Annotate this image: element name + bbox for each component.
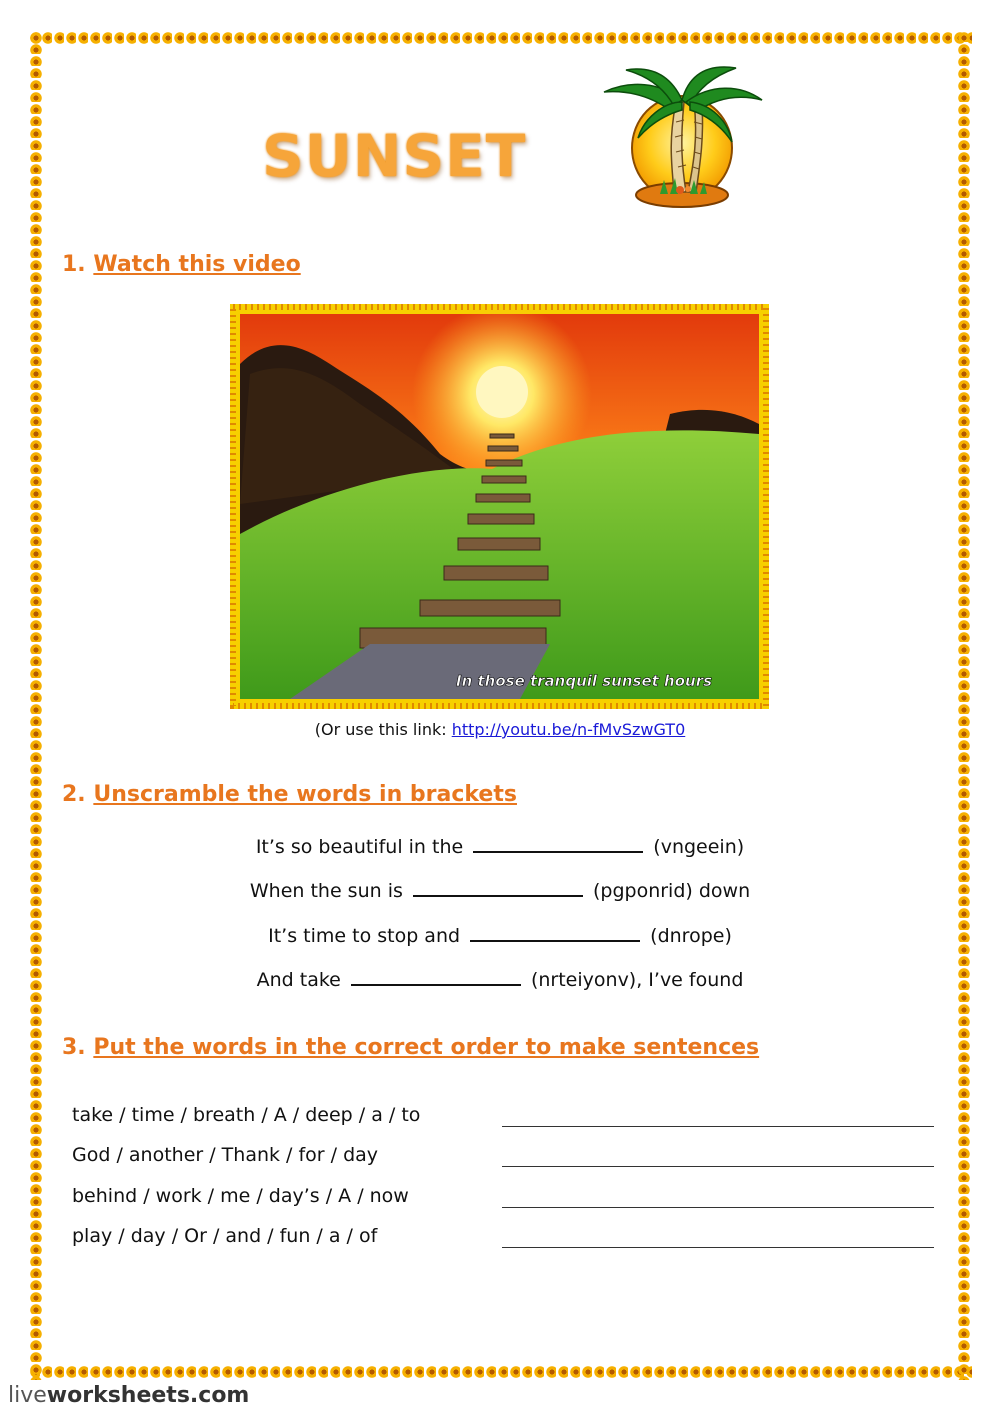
order-heading-text: Put the words in the correct order to make sentences [93, 1035, 760, 1060]
liveworksheets-logo [8, 1383, 249, 1408]
watch-video-link[interactable]: Watch this video [93, 252, 301, 277]
youtube-link[interactable]: http://youtu.be/n-fMvSzwGT0 [451, 720, 686, 739]
brand-suffix: .com [189, 1383, 250, 1408]
scrambled-sentence: play / day / Or / and / fun / a / of [72, 1225, 378, 1247]
section-heading-order [62, 1035, 759, 1060]
line-text-before: It’s so beautiful in the [255, 836, 464, 858]
unscramble-line [0, 925, 1000, 947]
sentence-answer-line[interactable] [502, 1166, 934, 1167]
flower-border-bottom [28, 1364, 972, 1380]
section-heading-unscramble [62, 782, 517, 807]
line-text-before: When the sun is [249, 880, 403, 902]
unscramble-line [0, 969, 1000, 991]
answer-blank[interactable] [351, 970, 521, 986]
scrambled-word: (nrteiyonv), I’ve found [530, 969, 744, 991]
sunset-video-thumbnail[interactable] [230, 304, 769, 709]
brand-bold: worksheets [46, 1383, 190, 1408]
section-number: 3. [62, 1035, 86, 1060]
line-text-before: And take [256, 969, 341, 991]
section-number: 2. [62, 782, 86, 807]
sentence-answer-line[interactable] [502, 1126, 934, 1127]
scrambled-word: (pgponrid) down [592, 880, 751, 902]
scrambled-sentence: behind / work / me / day’s / A / now [72, 1185, 409, 1207]
line-text-before: It’s time to stop and [268, 925, 461, 947]
flower-border-right [956, 30, 972, 1380]
answer-blank[interactable] [470, 926, 640, 942]
palm-tree-icon [590, 62, 770, 212]
answer-blank[interactable] [473, 837, 643, 853]
page-title: SUNSET [262, 122, 527, 190]
section-heading-video [62, 252, 301, 277]
sentence-answer-line[interactable] [502, 1247, 934, 1248]
scrambled-sentence: take / time / breath / A / deep / a / to [72, 1104, 421, 1126]
sentence-answer-line[interactable] [502, 1207, 934, 1208]
flower-border-top [28, 30, 972, 46]
unscramble-heading-text: Unscramble the words in brackets [93, 782, 517, 807]
unscramble-line [0, 880, 1000, 902]
photo-overlay-caption: In those tranquil sunset hours [456, 672, 713, 690]
section-number: 1. [62, 252, 86, 277]
scrambled-sentence: God / another / Thank / for / day [72, 1144, 379, 1166]
flower-border-left [28, 30, 44, 1380]
caption-prefix: (Or use this link: [314, 720, 452, 739]
unscramble-line [0, 836, 1000, 858]
answer-blank[interactable] [413, 881, 583, 897]
scrambled-word: (dnrope) [650, 925, 732, 947]
brand-light: live [8, 1383, 47, 1408]
scrambled-word: (vngeein) [653, 836, 745, 858]
video-link-caption [0, 720, 1000, 739]
